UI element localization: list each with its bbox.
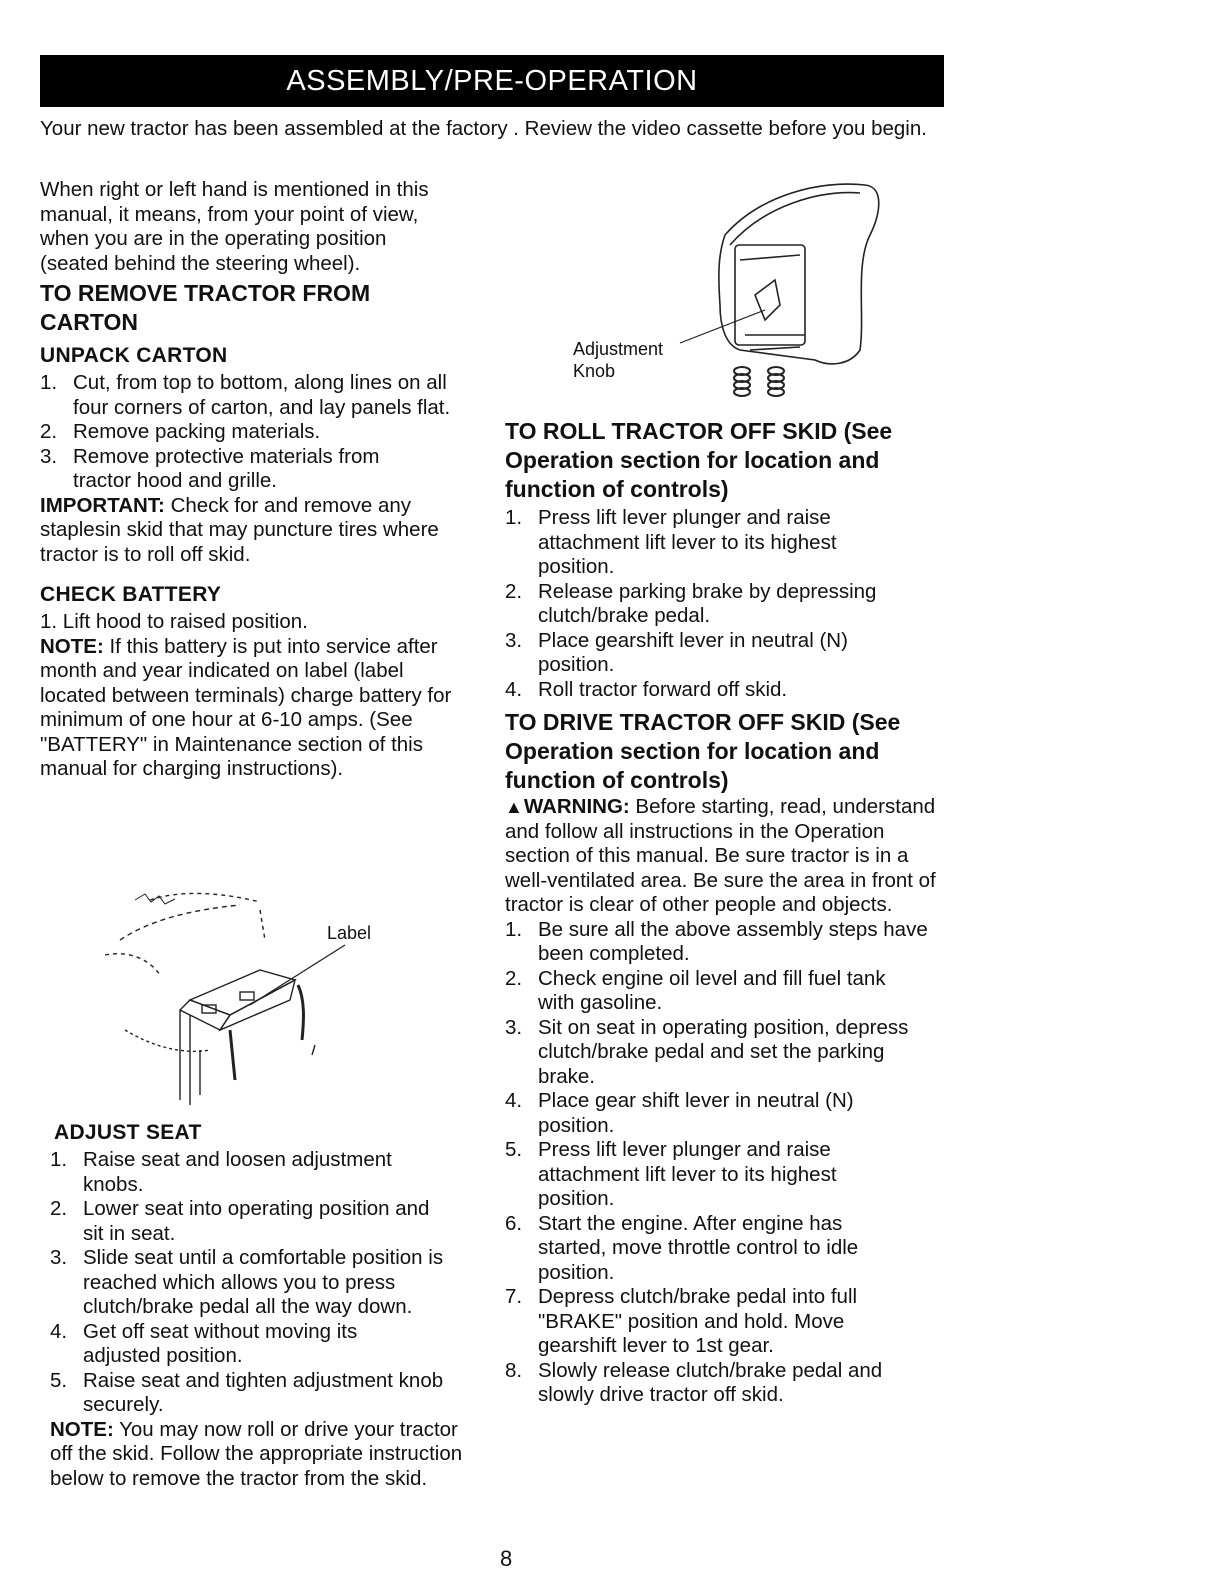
list-item: 2. Remove packing materials.: [40, 420, 321, 443]
seat-steps: [50, 1148, 490, 1418]
right-column: [505, 417, 950, 1408]
list-item: 4. Get off seat without moving its adjusted position.: [50, 1319, 358, 1367]
important-note: IMPORTANT: Check for and remove any staplesin skid that may puncture tires where tractor is to roll off skid.: [40, 493, 439, 566]
battery-step: 1. Lift hood to raised position.: [40, 610, 308, 633]
roll-off-skid-heading: TO ROLL TRACTOR OFF SKID (See Operation section for location and function of controls): [505, 418, 893, 502]
list-item: 1. Press lift lever plunger and raise attachment lift lever to its highest position.: [505, 506, 837, 578]
adjust-seat-heading: ADJUST SEAT: [54, 1121, 202, 1144]
list-item: 3. Remove protective materials from tractor hood and grille.: [40, 444, 380, 492]
hand-paragraph: When right or left hand is mentioned in this manual, it means, from your point of view, when you are in the operating position (seated behind the steering wheel).: [40, 178, 429, 275]
list-item: 7. Depress clutch/brake pedal into full "BRAKE" position and hold. Move gearshift lever to 1st gear.: [505, 1285, 858, 1357]
list-item: 5. Press lift lever plunger and raise attachment lift lever to its highest position.: [505, 1138, 837, 1210]
roll-steps: [505, 506, 950, 702]
unpack-carton-heading: UNPACK CARTON: [40, 344, 228, 367]
list-item: 1. Be sure all the above assembly steps have been completed.: [505, 917, 928, 965]
list-item: 4. Place gear shift lever in neutral (N) position.: [505, 1089, 854, 1137]
label-leader-line: [250, 945, 345, 1005]
warning-paragraph: ▲WARNING: Before starting, read, understand and follow all instructions in the Operation section of this manual. Be sure tractor is in a well-ventilated area. Be sure the area in front of tractor is clear of other people and objects.: [505, 795, 936, 916]
list-item: 2. Check engine oil level and fill fuel tank with gasoline.: [505, 966, 886, 1014]
battery-illustration: [90, 880, 390, 1120]
left-column-bottom: [50, 1120, 490, 1491]
check-battery-heading: CHECK BATTERY: [40, 583, 222, 606]
warning-triangle-icon: ▲: [505, 797, 523, 817]
drive-off-skid-heading: TO DRIVE TRACTOR OFF SKID (See Operation section for location and function of controls): [505, 709, 901, 793]
list-item: 6. Start the engine. After engine has started, move throttle control to idle position.: [505, 1211, 859, 1284]
list-item: 5. Raise seat and tighten adjustment knob securely.: [50, 1368, 444, 1416]
list-item: 3. Sit on seat in operating position, depress clutch/brake pedal and set the parking brake.: [505, 1015, 909, 1088]
left-column-top: [40, 178, 480, 782]
battery-note: NOTE: If this battery is put into service after month and year indicated on label (label located between terminals) charge battery for minimum of one hour at 6-10 amps. (See "BATTERY" in Maintenance section of this manual for charging instructions).: [40, 634, 452, 780]
seat-note: NOTE: You may now roll or drive your tractor off the skid. Follow the appropriate instruction below to remove the tractor from the skid.: [50, 1417, 463, 1490]
intro-paragraph: Your new tractor has been assembled at the factory . Review the video cassette before you begin.: [40, 117, 927, 140]
list-item: 4. Roll tractor forward off skid.: [505, 677, 788, 701]
list-item: 1. Cut, from top to bottom, along lines on all four corners of carton, and lay panels flat.: [40, 371, 451, 419]
list-item: 2. Lower seat into operating position and sit in seat.: [50, 1197, 430, 1245]
knob-leader-line: [680, 310, 765, 343]
remove-carton-heading: TO REMOVE TRACTOR FROM CARTON: [40, 280, 371, 335]
battery-figure-label: Label: [327, 923, 372, 943]
list-item: 8. Slowly release clutch/brake pedal and slowly drive tractor off skid.: [505, 1358, 883, 1406]
list-item: 3. Place gearshift lever in neutral (N) position.: [505, 628, 848, 676]
page-number: 8: [500, 1546, 513, 1571]
seat-illustration: [680, 175, 910, 415]
seat-figure-label: Adjustment Knob: [573, 339, 664, 381]
unpack-steps: [40, 371, 480, 494]
section-banner: ASSEMBLY/PRE-OPERATION: [40, 55, 944, 107]
list-item: 1. Raise seat and loosen adjustment knobs.: [50, 1148, 392, 1196]
list-item: 3. Slide seat until a comfortable position is reached which allows you to press clutch/brake pedal all the way down.: [50, 1246, 444, 1318]
drive-steps: [505, 918, 950, 1408]
list-item: 2. Release parking brake by depressing clutch/brake pedal.: [505, 579, 877, 627]
